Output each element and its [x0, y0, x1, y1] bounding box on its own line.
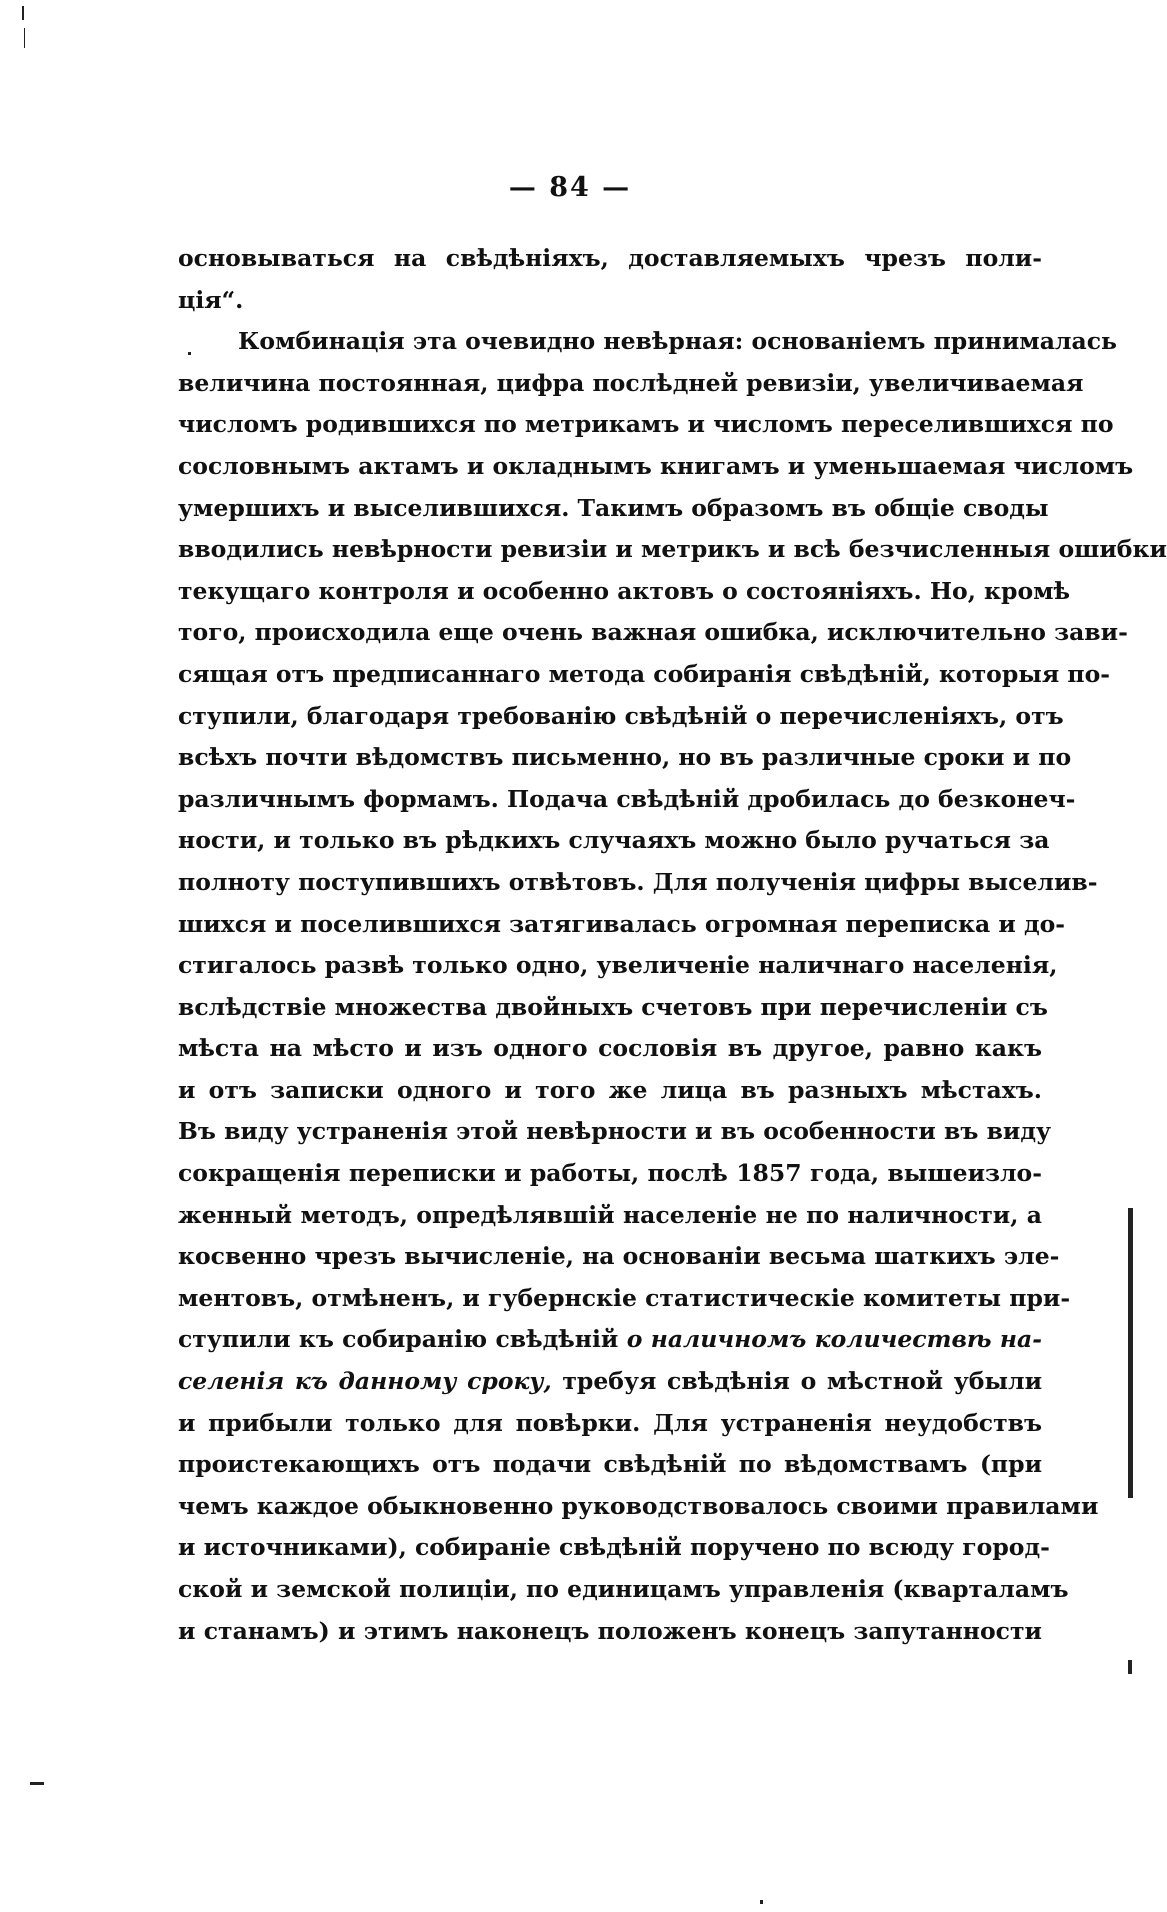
scan-artifact [30, 1782, 44, 1785]
text-line: Въ виду устраненія этой невѣрности и въ особенности въ виду [178, 1117, 1052, 1146]
text-line: и источниками), собираніе свѣдѣній поручено по всюду город- [178, 1533, 1050, 1562]
text-line: различнымъ формамъ. Подача свѣдѣній дробилась до безконеч- [178, 784, 1076, 813]
text-line: сословнымъ актамъ и окладнымъ книгамъ и уменьшаемая числомъ [178, 451, 1134, 480]
text-line: сокращенія переписки и работы, послѣ 1857 года, вышеизло- [178, 1159, 1042, 1188]
text-line: полноту поступившихъ отвѣтовъ. Для полученія цифры выселив- [178, 867, 1098, 896]
text-line: мѣста на мѣсто и изъ одного сословія въ другое, равно какъ [178, 1034, 1042, 1063]
text-line: ской и земской полиціи, по единицамъ управленія (кварталамъ [178, 1575, 1069, 1603]
text-line: умершихъ и выселившихся. Такимъ образомъ въ общіе своды [178, 493, 1049, 522]
text-line: и отъ записки одного и того же лица въ разныхъ мѣстахъ. [178, 1075, 1042, 1104]
text-line: проистекающихъ отъ подачи свѣдѣній по вѣдомствамъ (при [178, 1450, 1042, 1479]
scan-artifact [22, 6, 24, 20]
text-line: стигалось развѣ только одно, увеличеніе наличнаго населенія, [178, 951, 1058, 980]
body-text [178, 238, 1167, 1652]
text-line: и станамъ) и этимъ наконецъ положенъ конецъ запутанности [178, 1616, 1042, 1645]
text-line: Комбинація эта очевидно невѣрная: основаніемъ принималась [238, 327, 1117, 356]
scan-artifact [1128, 1660, 1132, 1674]
scan-artifact [760, 1900, 763, 1904]
text-line: основываться на свѣдѣніяхъ, доставляемыхъ чрезъ поли- [178, 244, 1042, 272]
text-line: женный методъ, опредѣлявшій населеніе не по наличности, а [178, 1200, 1042, 1229]
text-line: сящая отъ предписаннаго метода собиранія свѣдѣній, которыя по- [178, 659, 1111, 688]
text-line: того, происходила еще очень важная ошибка, исключительно зави- [178, 618, 1128, 647]
text-line-mixed [178, 1319, 1042, 1361]
text-line: и прибыли только для повѣрки. Для устраненія неудобствъ [178, 1408, 1042, 1437]
text-segment: требуя свѣдѣнія о мѣстной убыли [562, 1367, 1042, 1396]
text-line: величина постоянная, цифра послѣдней ревизіи, увеличиваемая [178, 368, 1084, 397]
italic-phrase: о наличномъ количествѣ на- [626, 1325, 1043, 1354]
italic-phrase: селенія къ данному сроку, [178, 1367, 552, 1396]
text-line: шихся и поселившихся затягивалась огромная переписка и до- [178, 909, 1066, 938]
text-line: текущаго контроля и особенно актовъ о состояніяхъ. Но, кромѣ [178, 576, 1071, 605]
text-line: вводились невѣрности ревизіи и метрикъ и всѣ безчисленныя ошибки [178, 535, 1167, 564]
text-line: ступили, благодаря требованію свѣдѣній о перечисленіяхъ, отъ [178, 701, 1064, 730]
text-line: чемъ каждое обыкновенно руководствовалось своими правилами [178, 1491, 1099, 1520]
text-line: косвенно чрезъ вычисленіе, на основаніи весьма шаткихъ эле- [178, 1242, 1060, 1271]
text-line: всѣхъ почти вѣдомствъ письменно, но въ различные сроки и по [178, 743, 1072, 772]
text-line: числомъ родившихся по метрикамъ и числомъ переселившихся по [178, 410, 1114, 439]
scan-artifact [24, 28, 25, 48]
text-line-mixed [178, 1361, 1042, 1403]
text-line: ція“. [178, 285, 244, 314]
text-line: ментовъ, отмѣненъ, и губернскіе статистическіе комитеты при- [178, 1283, 1071, 1312]
scan-artifact [1128, 1208, 1133, 1498]
text-line: ности, и только въ рѣдкихъ случаяхъ можно было ручаться за [178, 826, 1050, 855]
text-line: вслѣдствіе множества двойныхъ счетовъ при перечисленіи съ [178, 992, 1048, 1021]
page-number: — 84 — [508, 172, 632, 203]
text-segment: ступили къ собиранію свѣдѣній [178, 1325, 619, 1354]
